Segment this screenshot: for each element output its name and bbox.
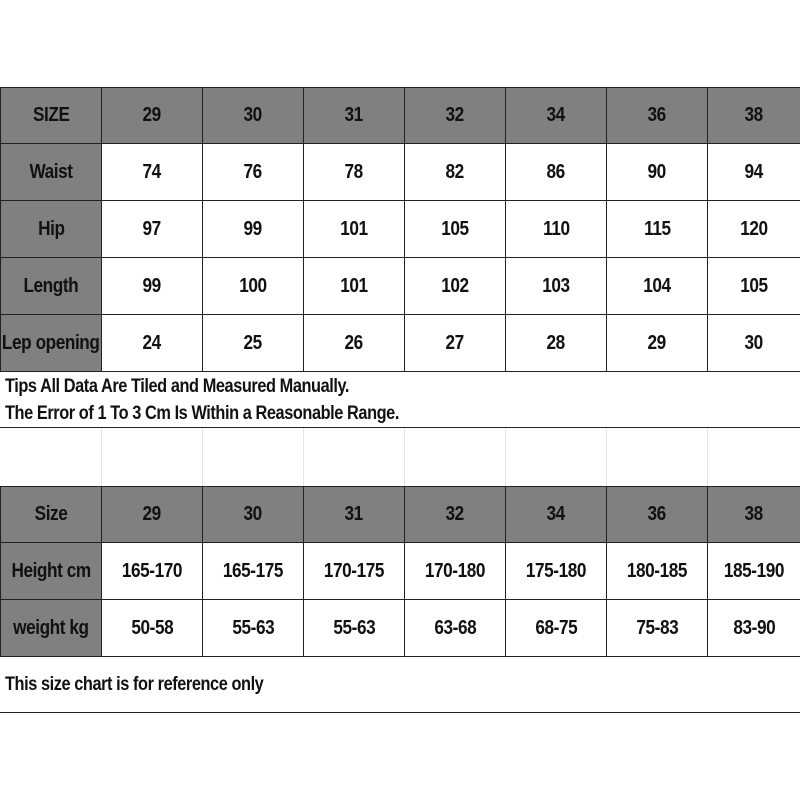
table-cell: 26 — [304, 315, 405, 372]
table-cell: 30 — [708, 315, 800, 372]
table-cell: 27 — [405, 315, 506, 372]
measurement-error-note: The Error of 1 To 3 Cm Is Within a Reasonable Range. — [0, 402, 800, 428]
header-cell-32: 32 — [405, 486, 506, 543]
header-cell-32: 32 — [405, 87, 506, 144]
table-cell: 175-180 — [506, 543, 607, 600]
row-label-length: Length — [0, 258, 102, 315]
table-cell: 185-190 — [708, 543, 800, 600]
table-cell: 165-170 — [102, 543, 203, 600]
table-cell: 115 — [607, 201, 708, 258]
table-cell: 104 — [607, 258, 708, 315]
header-cell-34: 34 — [506, 87, 607, 144]
row-label-height: Height cm — [0, 543, 102, 600]
height-weight-header-row — [0, 486, 800, 543]
header-cell-30: 30 — [203, 486, 304, 543]
table-cell: 105 — [708, 258, 800, 315]
table-cell: 86 — [506, 144, 607, 201]
header-cell-34: 34 — [506, 486, 607, 543]
table-cell: 100 — [203, 258, 304, 315]
header-cell-size: Size — [0, 486, 102, 543]
table-cell: 24 — [102, 315, 203, 372]
table-cell: 82 — [405, 144, 506, 201]
table-cell: 90 — [607, 144, 708, 201]
table-cell: 78 — [304, 144, 405, 201]
table-cell: 76 — [203, 144, 304, 201]
size-chart-sheet — [0, 87, 800, 713]
table-row-length — [0, 258, 800, 315]
table-cell: 75-83 — [607, 600, 708, 657]
header-cell-29: 29 — [102, 486, 203, 543]
measurement-table — [0, 87, 800, 372]
header-cell-30: 30 — [203, 87, 304, 144]
row-label-weight: weight kg — [0, 600, 102, 657]
header-cell-29: 29 — [102, 87, 203, 144]
table-cell: 50-58 — [102, 600, 203, 657]
table-cell: 99 — [203, 201, 304, 258]
table-cell: 165-175 — [203, 543, 304, 600]
spacer-row — [0, 428, 800, 486]
table-row-height — [0, 543, 800, 600]
table-cell: 68-75 — [506, 600, 607, 657]
table-cell: 74 — [102, 144, 203, 201]
table-cell: 94 — [708, 144, 800, 201]
reference-only-note: This size chart is for reference only — [0, 657, 800, 713]
table-cell: 170-180 — [405, 543, 506, 600]
row-label-waist: Waist — [0, 144, 102, 201]
table-row-weight — [0, 600, 800, 657]
table-cell: 180-185 — [607, 543, 708, 600]
header-cell-31: 31 — [304, 87, 405, 144]
table-cell: 99 — [102, 258, 203, 315]
measurement-table-header-row — [0, 87, 800, 144]
table-cell: 101 — [304, 201, 405, 258]
table-cell: 97 — [102, 201, 203, 258]
table-cell: 170-175 — [304, 543, 405, 600]
row-label-lep-opening: Lep opening — [0, 315, 102, 372]
table-cell: 101 — [304, 258, 405, 315]
table-cell: 105 — [405, 201, 506, 258]
table-cell: 110 — [506, 201, 607, 258]
table-cell: 102 — [405, 258, 506, 315]
table-cell: 103 — [506, 258, 607, 315]
table-cell: 55-63 — [203, 600, 304, 657]
table-cell: 63-68 — [405, 600, 506, 657]
table-row-hip — [0, 201, 800, 258]
header-cell-36: 36 — [607, 486, 708, 543]
table-row-waist — [0, 144, 800, 201]
table-cell: 55-63 — [304, 600, 405, 657]
table-cell: 28 — [506, 315, 607, 372]
height-weight-table — [0, 486, 800, 657]
header-cell-38: 38 — [708, 87, 800, 144]
row-label-hip: Hip — [0, 201, 102, 258]
header-cell-31: 31 — [304, 486, 405, 543]
table-cell: 83-90 — [708, 600, 800, 657]
table-cell: 25 — [203, 315, 304, 372]
header-cell-size: SIZE — [0, 87, 102, 144]
table-cell: 120 — [708, 201, 800, 258]
table-row-lep-opening — [0, 315, 800, 372]
header-cell-38: 38 — [708, 486, 800, 543]
measurement-tip-note: Tips All Data Are Tiled and Measured Manually. — [5, 376, 350, 397]
table-cell: 29 — [607, 315, 708, 372]
header-cell-36: 36 — [607, 87, 708, 144]
